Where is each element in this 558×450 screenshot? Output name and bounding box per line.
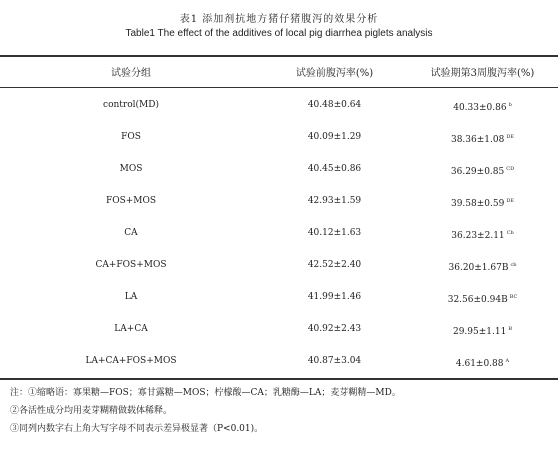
table-row <box>0 319 558 339</box>
cell-week3-value: 39.58±0.59 <box>450 199 505 209</box>
cell-group: FOS+MOS <box>105 196 157 206</box>
cell-week3 <box>407 255 558 278</box>
significance-marker: b <box>508 102 512 108</box>
significance-marker: DE <box>506 198 515 204</box>
table-notes <box>10 384 401 438</box>
table-row <box>0 287 558 307</box>
cell-before: 40.09±1.29 <box>307 132 362 142</box>
significance-marker: Cb <box>506 230 514 236</box>
column-header-before: 试验前腹泻率(%) <box>295 68 374 79</box>
significance-marker: A <box>505 358 510 364</box>
cell-week3-value: 36.29±0.85 <box>450 167 505 177</box>
cell-group: MOS <box>119 164 143 174</box>
cell-week3 <box>407 287 558 310</box>
cell-group: LA <box>124 292 138 302</box>
cell-week3-value: 4.61±0.88 <box>455 359 504 369</box>
cell-week3 <box>407 351 558 374</box>
cell-week3-value: 36.23±2.11 <box>451 231 505 241</box>
cell-before: 40.87±3.04 <box>307 356 362 366</box>
cell-week3-value: 40.33±0.86 <box>453 103 507 113</box>
table-row <box>0 351 558 371</box>
cell-week3 <box>407 95 558 118</box>
cell-before: 41.99±1.46 <box>307 292 362 302</box>
cell-week3-value: 38.36±1.08 <box>450 135 505 145</box>
table-row <box>0 95 558 115</box>
cell-group: FOS <box>121 132 141 142</box>
significance-marker: cb <box>510 262 517 268</box>
cell-before: 40.48±0.64 <box>307 100 362 110</box>
cell-before: 42.52±2.40 <box>307 260 362 270</box>
cell-week3-value: 32.56±0.94B <box>447 295 508 305</box>
cell-group: LA+CA+FOS+MOS <box>85 356 177 366</box>
cell-week3 <box>407 127 558 150</box>
table-row <box>0 223 558 243</box>
significance-marker: CD <box>506 166 515 172</box>
cell-group: LA+CA <box>114 324 148 334</box>
column-header-week3: 试验期第3周腹泻率(%) <box>430 68 535 79</box>
cell-week3 <box>407 159 558 182</box>
table-title-chinese: 表1 添加剂抗地方猪仔猪腹泻的效果分析 <box>179 14 379 25</box>
cell-group: control(MD) <box>103 100 159 110</box>
cell-before: 40.92±2.43 <box>307 324 362 334</box>
table-title-english: Table1 The effect of the additives of local pig diarrhea piglets analysis <box>125 28 433 39</box>
significance-marker: B <box>508 326 513 332</box>
cell-week3 <box>407 223 558 246</box>
significance-marker: DE <box>506 134 515 140</box>
note-carrier: ②各活性成分均用麦芽糊精做载体稀释。 <box>10 406 173 416</box>
significance-marker: BC <box>509 294 518 300</box>
cell-group: CA+FOS+MOS <box>95 260 167 270</box>
cell-week3 <box>407 191 558 214</box>
cell-before: 40.12±1.63 <box>307 228 362 238</box>
cell-before: 42.93±1.59 <box>307 196 362 206</box>
note-significance: ③同列内数字右上角大写字母不同表示差异极显著（P<0.01)。 <box>10 424 264 434</box>
table-row <box>0 127 558 147</box>
bottom-rule <box>0 378 558 380</box>
column-header-group: 试验分组 <box>111 68 151 79</box>
cell-before: 40.45±0.86 <box>307 164 362 174</box>
cell-week3-value: 36.20±1.67B <box>448 263 509 273</box>
header-rule <box>0 87 558 88</box>
cell-week3 <box>407 319 558 342</box>
cell-week3-value: 29.95±1.11 <box>452 327 507 337</box>
table-row <box>0 255 558 275</box>
cell-group: CA <box>124 228 138 238</box>
table-row <box>0 159 558 179</box>
top-rule <box>0 55 558 57</box>
table-row <box>0 191 558 211</box>
note-abbreviations: 注：①缩略语：寡果糖—FOS；寡甘露糖—MOS；柠檬酸—CA；乳糖酶—LA；麦芽糊精—MD。 <box>10 388 401 398</box>
